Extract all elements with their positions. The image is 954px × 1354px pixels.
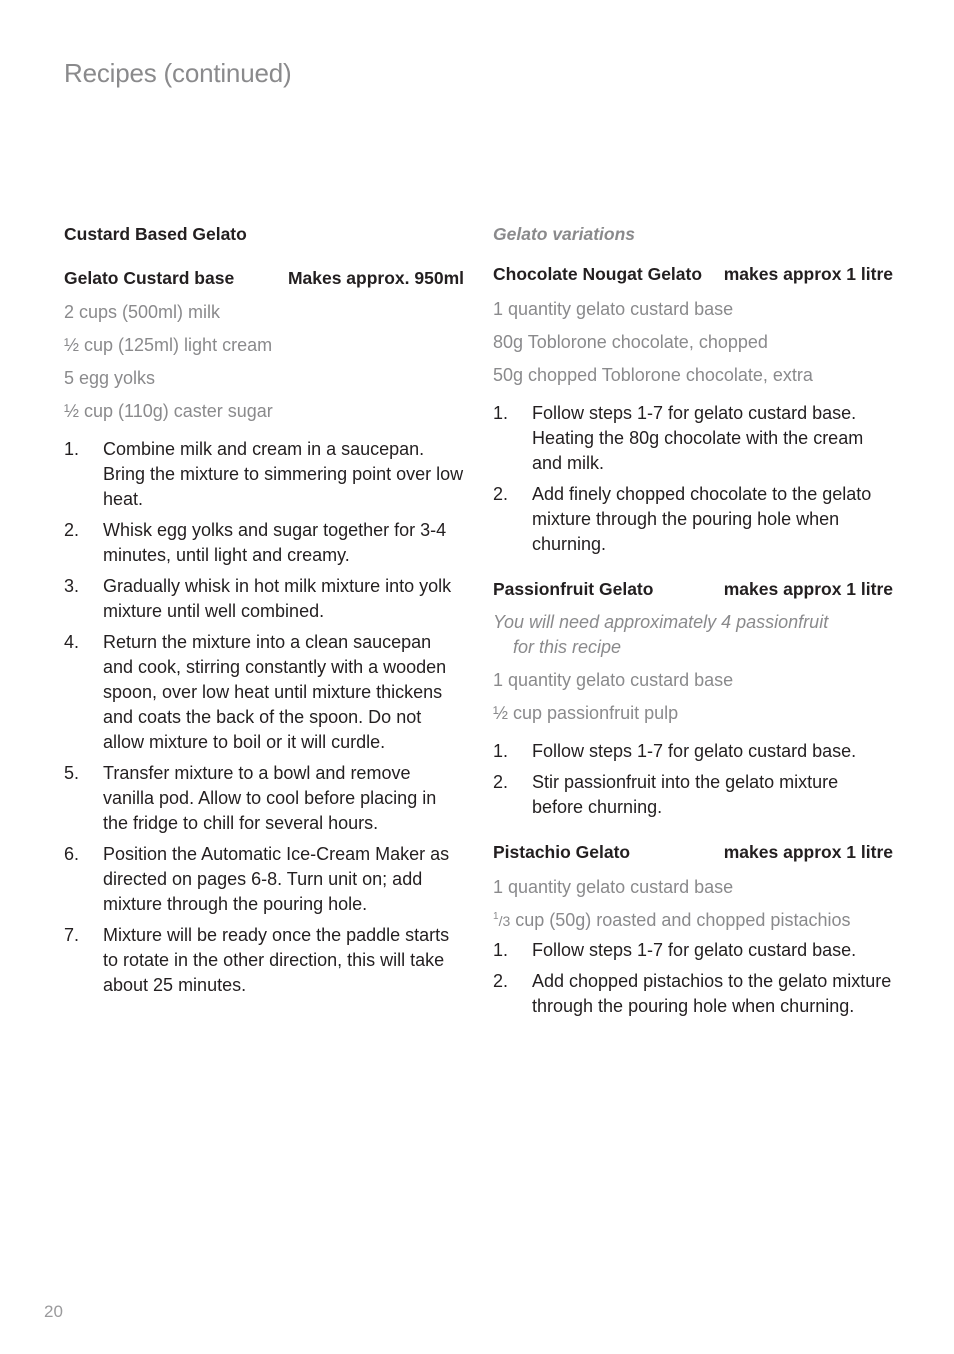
step-number: 1. [493,403,509,423]
step-number: 6. [64,844,80,864]
ingredient: 2 cups (500ml) milk [64,302,221,322]
method-steps [493,938,893,1019]
step-text: Return the mixture into a clean saucepan and cook, stirring constantly with a wooden spoon, over low heat until mixture thickens and coats the back of the spoon. Do not allow mixture to boil or it will curdle. [103,632,447,752]
ingredient-list [64,300,464,423]
step-number: 2. [493,772,509,792]
step-text: Gradually whisk in hot milk mixture into yolk mixture until well combined. [103,576,452,621]
section-title-variations: Gelato variations [493,224,635,244]
method-steps [493,401,893,557]
recipe-header-passionfruit [493,577,893,601]
ingredient: 50g chopped Toblorone chocolate, extra [493,365,813,385]
step [64,761,464,836]
ingredient-list [493,297,893,387]
step-number: 1. [493,940,509,960]
ingredient: ½ cup (125ml) light cream [64,335,273,355]
step-text: Mixture will be ready once the paddle starts to rotate in the other direction, this will take about 25 minutes. [103,925,450,995]
ingredient-text: cup (50g) roasted and chopped pistachios [510,910,851,930]
method-steps [493,739,893,820]
step-text: Follow steps 1-7 for gelato custard base. [532,940,857,960]
step-text: Follow steps 1-7 for gelato custard base. Heating the 80g chocolate with the cream and milk. [532,403,864,473]
recipe-yield: Makes approx. 950ml [287,268,464,288]
recipe-yield: makes approx 1 litre [723,579,893,599]
step [64,437,464,512]
page-number: 20 [44,1302,63,1321]
note-line: You will need approximately 4 passionfruit [493,612,829,632]
recipe-name: Gelato Custard base [64,268,235,288]
recipe-header-pistachio [493,840,893,864]
step [493,401,893,476]
step [493,739,893,764]
step [64,842,464,917]
ingredient: 1 quantity gelato custard base [493,670,734,690]
step-number: 7. [64,925,80,945]
fraction-denominator: /3 [498,913,511,929]
fraction-numerator: 1 [493,911,499,922]
step-number: 5. [64,763,80,783]
note-line: for this recipe [513,637,622,657]
ingredient: 1 quantity gelato custard base [493,299,734,319]
step-text: Stir passionfruit into the gelato mixture before churning. [532,772,839,817]
step-number: 2. [64,520,80,540]
ingredient: 80g Toblorone chocolate, chopped [493,332,768,352]
step-text: Whisk egg yolks and sugar together for 3-4 minutes, until light and creamy. [103,520,447,565]
step [493,482,893,557]
step [493,938,893,963]
custard-gelato-column [64,222,464,998]
recipe-header-chocolate [493,262,893,286]
step-number: 3. [64,576,80,596]
step [64,923,464,998]
ingredient: ½ cup (110g) caster sugar [64,401,273,421]
ingredient: ½ cup passionfruit pulp [493,703,679,723]
recipe-name: Pistachio Gelato [493,842,631,862]
step-number: 2. [493,484,509,504]
step-text: Combine milk and cream in a saucepan. Bring the mixture to simmering point over low heat. [103,439,464,509]
step [493,969,893,1019]
step [64,630,464,755]
step-text: Transfer mixture to a bowl and remove vanilla pod. Allow to cool before placing in the fridge to chill for several hours. [103,763,437,833]
step-number: 1. [64,439,80,459]
step-text: Position the Automatic Ice-Cream Maker as directed on pages 6-8. Turn unit on; add mixture through the pouring hole. [103,844,450,914]
step-text: Add finely chopped chocolate to the gelato mixture through the pouring hole when churning. [532,484,872,554]
ingredient-list [493,875,893,933]
step [64,574,464,624]
page-title: Recipes (continued) [64,58,292,88]
ingredient-list [493,668,893,725]
ingredient: 5 egg yolks [64,368,156,388]
gelato-variations-column [493,222,893,1019]
recipe-header-custard-base [64,266,464,290]
ingredient [493,908,893,933]
recipe-name: Passionfruit Gelato [493,579,654,599]
ingredient: 1 quantity gelato custard base [493,877,734,897]
step [64,518,464,568]
step [493,770,893,820]
recipe-yield: makes approx 1 litre [723,842,893,862]
section-title-custard: Custard Based Gelato [64,224,247,244]
step-text: Add chopped pistachios to the gelato mixture through the pouring hole when churning. [532,971,892,1016]
recipe-yield: makes approx 1 litre [723,264,893,284]
recipe-name: Chocolate Nougat Gelato [493,264,703,284]
method-steps [64,437,464,998]
step-number: 1. [493,741,509,761]
step-text: Follow steps 1-7 for gelato custard base. [532,741,857,761]
step-number: 2. [493,971,509,991]
recipe-note [493,610,893,660]
step-number: 4. [64,632,80,652]
